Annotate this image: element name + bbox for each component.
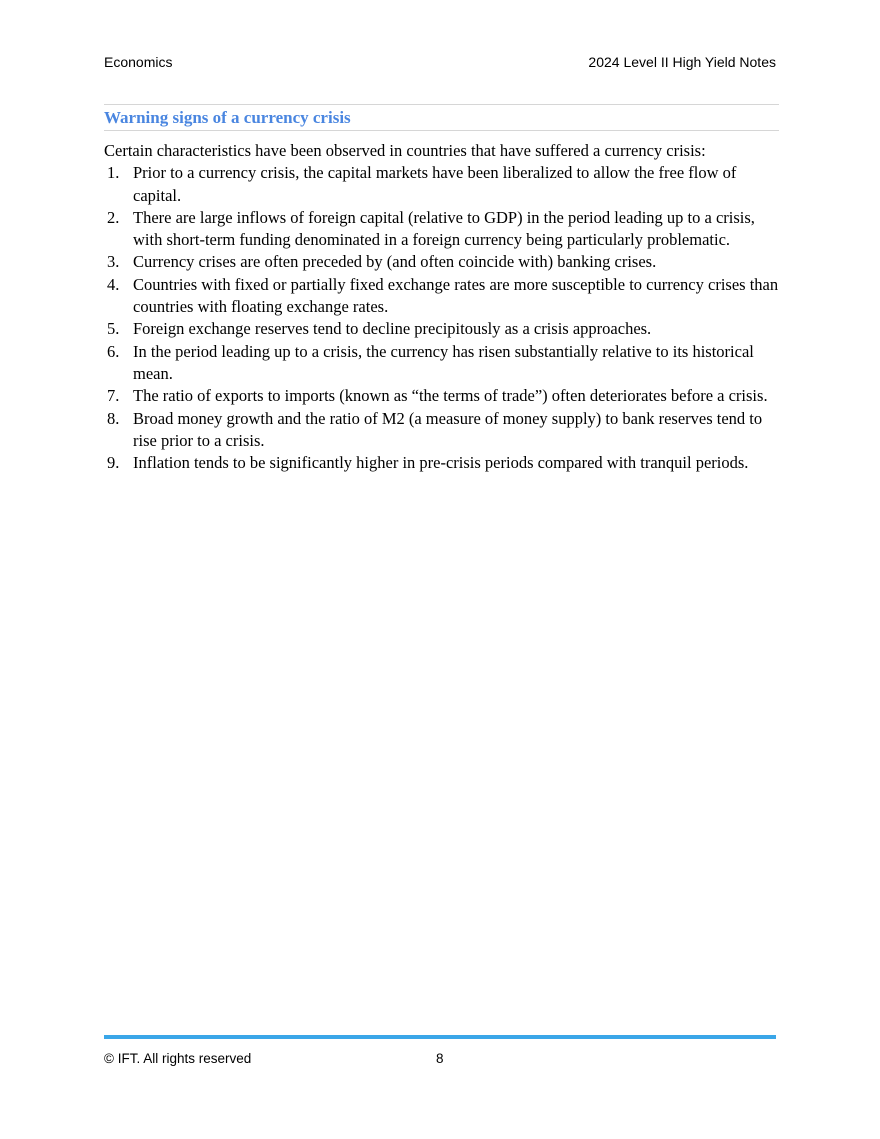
list-item-text: Broad money growth and the ratio of M2 (a measure of money supply) to bank reserves tend to rise prior to a crisis. (133, 408, 763, 450)
list-item-text: Inflation tends to be significantly higher in pre-crisis periods compared with tranquil periods. (133, 453, 749, 473)
list-item (104, 251, 780, 273)
list-item-number: 8. (107, 408, 120, 428)
footer-divider (104, 1035, 776, 1039)
list-item (104, 341, 780, 386)
list-item (104, 207, 780, 252)
list-item-text: Countries with fixed or partially fixed exchange rates are more susceptible to currency crises than countries with floating exchange rates. (133, 274, 779, 317)
page-number: 8 (436, 1051, 444, 1066)
section-heading (104, 104, 779, 131)
list-item (104, 452, 780, 474)
section-body (104, 140, 780, 474)
footer-copyright: © IFT. All rights reserved (104, 1051, 252, 1066)
list-item-text: Currency crises are often preceded by (and often coincide with) banking crises. (133, 252, 657, 272)
list-item-number: 3. (107, 252, 120, 272)
list-item-text: Prior to a currency crisis, the capital markets have been liberalized to allow the free flow of capital. (133, 163, 737, 205)
list-item-text: There are large inflows of foreign capital (relative to GDP) in the period leading up to a crisis, with short-term funding denominated in a foreign currency being particularly problematic. (133, 207, 755, 250)
list-item-text: The ratio of exports to imports (known as “the terms of trade”) often deteriorates before a crisis. (133, 386, 768, 406)
list-item (104, 318, 780, 340)
list-item-number: 2. (107, 207, 120, 227)
intro-paragraph: Certain characteristics have been observed in countries that have suffered a currency crisis: (104, 141, 706, 160)
list-item-number: 5. (107, 319, 120, 339)
list-item (104, 408, 780, 453)
list-item-number: 1. (107, 163, 120, 183)
list-item-number: 7. (107, 386, 120, 406)
list-item-text: Foreign exchange reserves tend to decline precipitously as a crisis approaches. (133, 319, 652, 339)
list-item (104, 162, 780, 207)
list-item (104, 274, 780, 319)
header-document-title: 2024 Level II High Yield Notes (588, 54, 776, 70)
list-item (104, 385, 780, 407)
list-item-number: 6. (107, 341, 120, 361)
header-subject: Economics (104, 54, 173, 70)
list-item-number: 9. (107, 453, 120, 473)
list-item-text: In the period leading up to a crisis, the currency has risen substantially relative to its historical mean. (133, 341, 754, 383)
section-heading-text: Warning signs of a currency crisis (104, 108, 351, 127)
list-item-number: 4. (107, 274, 120, 294)
warning-signs-list (104, 162, 780, 474)
